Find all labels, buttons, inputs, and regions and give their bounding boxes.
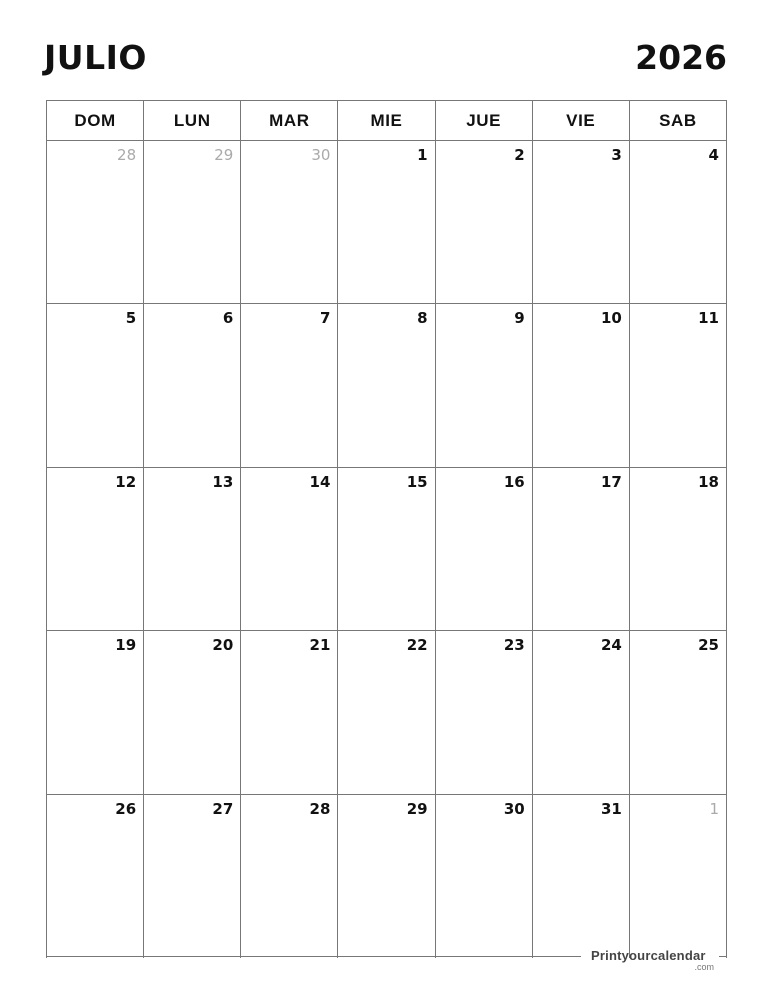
- week-row: [47, 631, 727, 794]
- day-cell: [533, 141, 630, 304]
- day-cell: [630, 795, 727, 958]
- weekday-header: VIE: [533, 101, 630, 141]
- day-number: 24: [600, 636, 622, 655]
- day-cell: [144, 631, 241, 794]
- weekday-header: JUE: [436, 101, 533, 141]
- day-number: 2: [514, 146, 525, 164]
- year-title: 2026: [635, 38, 727, 77]
- day-number: 23: [503, 636, 525, 655]
- day-number: 4: [708, 146, 719, 164]
- day-cell: [533, 304, 630, 467]
- day-number: 11: [698, 309, 719, 328]
- day-cell: [533, 631, 630, 794]
- weekday-header: SAB: [630, 101, 727, 141]
- day-number: 28: [309, 799, 331, 818]
- day-cell: [436, 631, 533, 794]
- day-cell: [338, 468, 435, 631]
- day-number: 17: [600, 472, 622, 491]
- day-cell: [630, 631, 727, 794]
- day-number: 18: [698, 472, 719, 491]
- week-row: [47, 795, 727, 958]
- day-number: 1: [709, 799, 719, 818]
- day-cell: [241, 141, 338, 304]
- day-cell: [338, 631, 435, 794]
- day-number: 31: [600, 799, 622, 818]
- day-number: 21: [309, 636, 331, 655]
- day-cell: [630, 141, 727, 304]
- week-row: [47, 141, 727, 304]
- day-number: 13: [212, 472, 234, 491]
- day-cell: [47, 304, 144, 467]
- day-cell: [630, 468, 727, 631]
- day-cell: [436, 141, 533, 304]
- day-cell: [241, 468, 338, 631]
- day-number: 19: [115, 636, 137, 655]
- day-number: 29: [214, 146, 234, 164]
- day-number: 28: [117, 146, 137, 164]
- day-cell: [47, 468, 144, 631]
- day-number: 26: [115, 799, 137, 818]
- weekday-header: LUN: [144, 101, 241, 141]
- week-row: [47, 304, 727, 467]
- month-title: JULIO: [44, 38, 147, 77]
- weekday-header: DOM: [47, 101, 144, 141]
- brand-logo-suffix: .com: [694, 962, 714, 972]
- calendar-grid: [46, 100, 727, 958]
- day-cell: [338, 795, 435, 958]
- day-number: 1: [417, 146, 428, 164]
- day-number: 6: [222, 309, 234, 328]
- day-number: 30: [503, 799, 525, 818]
- day-cell: [241, 631, 338, 794]
- day-cell: [144, 304, 241, 467]
- weekday-header: MAR: [241, 101, 338, 141]
- day-cell: [144, 141, 241, 304]
- day-cell: [241, 304, 338, 467]
- day-cell: [436, 795, 533, 958]
- day-number: 9: [514, 309, 525, 328]
- day-cell: [630, 304, 727, 467]
- day-number: 30: [311, 146, 331, 164]
- day-number: 10: [600, 309, 622, 328]
- day-cell: [436, 304, 533, 467]
- day-cell: [338, 304, 435, 467]
- day-number: 22: [406, 636, 428, 655]
- day-cell: [144, 468, 241, 631]
- weekday-header: MIE: [338, 101, 435, 141]
- day-number: 12: [115, 472, 137, 491]
- day-number: 29: [406, 799, 428, 818]
- day-number: 8: [417, 309, 428, 328]
- day-cell: [47, 631, 144, 794]
- day-number: 3: [611, 146, 622, 164]
- day-number: 14: [309, 472, 331, 491]
- day-cell: [144, 795, 241, 958]
- brand-logo-text: Printyourcalendar: [591, 948, 706, 963]
- day-cell: [47, 141, 144, 304]
- day-number: 7: [319, 309, 331, 328]
- bottom-border-line: [46, 956, 581, 957]
- day-number: 16: [503, 472, 525, 491]
- day-number: 5: [125, 309, 137, 328]
- day-number: 15: [406, 472, 428, 491]
- day-number: 27: [212, 799, 234, 818]
- week-row: [47, 468, 727, 631]
- day-number: 25: [698, 636, 719, 655]
- day-cell: [436, 468, 533, 631]
- day-cell: [533, 468, 630, 631]
- day-cell: [47, 795, 144, 958]
- day-cell: [241, 795, 338, 958]
- weekday-header-row: [47, 101, 727, 141]
- bottom-border-line-right: [719, 956, 727, 957]
- day-cell: [533, 795, 630, 958]
- day-number: 20: [212, 636, 234, 655]
- day-cell: [338, 141, 435, 304]
